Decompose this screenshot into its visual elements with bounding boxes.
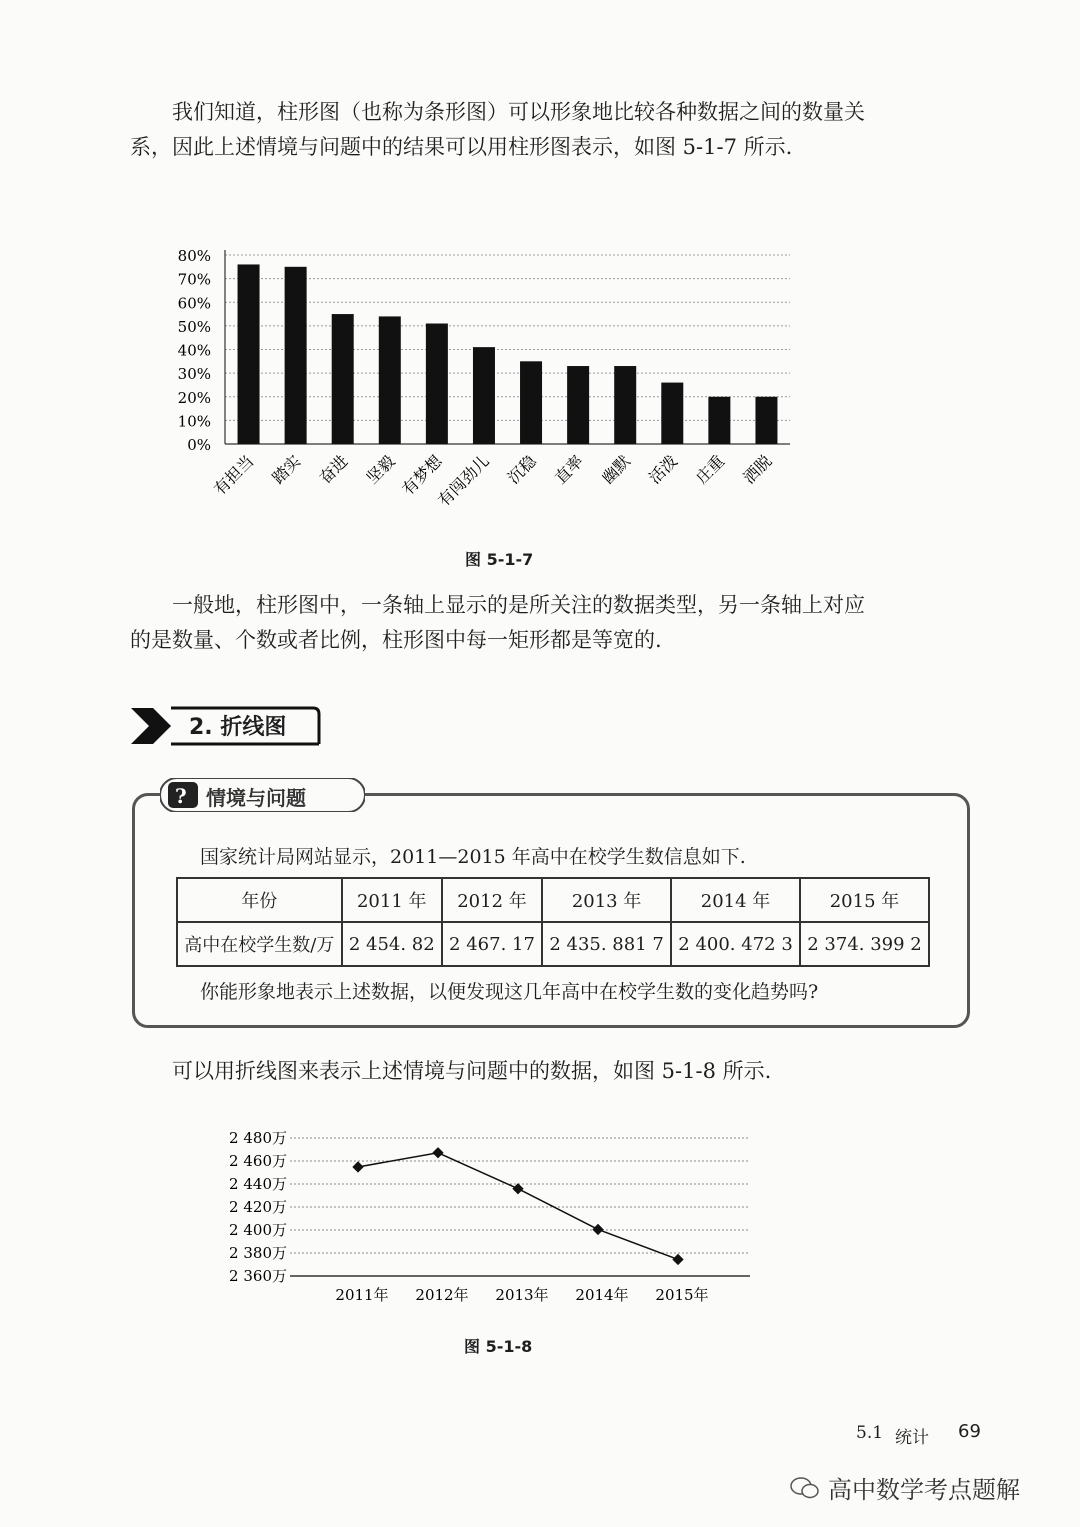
line-chart-x-label: 2011年 [335, 1286, 389, 1304]
bar-chart-y-tick: 30% [177, 365, 211, 384]
footer-page-number: 69 [958, 1421, 981, 1442]
bar-chart-x-label: 活泼 [645, 451, 682, 488]
bar-chart-x-label: 有担当 [209, 451, 258, 499]
line-point [512, 1183, 523, 1194]
question-text: 你能形象地表示上述数据，以便发现这几年高中在校学生数的变化趋势吗? [200, 981, 819, 1003]
table-header-cell: 年份 [177, 878, 342, 922]
footer-chapter: 统计 [895, 1428, 929, 1448]
table-header-cell: 2011 年 [342, 878, 442, 922]
question-intro: 国家统计局网站显示，2011—2015 年高中在校学生数信息如下. [200, 846, 746, 868]
wechat-icon [790, 1475, 820, 1501]
bar-chart-y-tick: 40% [177, 341, 211, 360]
line-chart-y-tick: 2 480万 [229, 1129, 287, 1147]
bar [567, 366, 589, 444]
line-chart-y-tick: 2 440万 [229, 1175, 287, 1193]
line-chart-y-tick: 2 380万 [229, 1244, 287, 1262]
figure-caption-2: 图 5-1-8 [464, 1337, 533, 1356]
bar-chart-y-tick: 70% [177, 270, 211, 289]
student-count-table [176, 877, 930, 967]
bar [473, 347, 495, 444]
footer-section-number: 5.1 [856, 1423, 884, 1443]
question-icon-label: 情境与问题 [206, 786, 306, 810]
table-cell: 2 467. 17 [442, 922, 542, 966]
table-cell: 2 435. 881 7 [542, 922, 671, 966]
bar-chart-y-tick: 20% [177, 388, 211, 407]
bar-chart [160, 240, 820, 530]
line-point [592, 1224, 603, 1235]
watermark [790, 1470, 1020, 1505]
line-point [352, 1161, 363, 1172]
bar [708, 397, 730, 444]
table-cell: 2 374. 399 2 [800, 922, 929, 966]
paragraph-bar-definition: 一般地，柱形图中，一条轴上显示的是所关注的数据类型，另一条轴上对应的是数量、个数或者比例，柱形图中每一矩形都是等宽的. [130, 593, 865, 652]
line-chart-x-label: 2014年 [575, 1286, 629, 1304]
bar [238, 264, 260, 444]
line-point [672, 1254, 683, 1265]
bar-chart-x-label: 有闯劲儿 [434, 451, 493, 511]
section-heading: 2. 折线图 [189, 715, 287, 740]
bar-chart-x-label: 有梦想 [398, 451, 446, 499]
paragraph-bar-intro: 我们知道，柱形图（也称为条形图）可以形象地比较各种数据之间的数量关系，因此上述情境与问题中的结果可以用柱形图表示，如图 5-1-7 所示. [130, 100, 865, 159]
section-heading-banner [131, 704, 321, 748]
svg-text:?: ? [175, 784, 187, 808]
line-point [432, 1147, 443, 1158]
bar-chart-x-label: 庄重 [692, 451, 729, 488]
table-header-cell: 2012 年 [442, 878, 542, 922]
bar-chart-y-tick: 80% [177, 247, 211, 265]
figure-caption-1: 图 5-1-7 [465, 550, 534, 569]
bar-chart-y-tick: 0% [187, 436, 211, 454]
line-chart-y-tick: 2 460万 [229, 1152, 287, 1170]
table-row [177, 922, 929, 966]
table-header-cell: 2015 年 [800, 878, 929, 922]
bar-chart-x-label: 奋进 [315, 451, 352, 488]
line-series [358, 1153, 678, 1260]
bar [661, 383, 683, 444]
bar-chart-y-tick: 50% [177, 317, 211, 336]
question-box-title [160, 778, 365, 812]
bar [285, 267, 307, 444]
bar-chart-x-label: 沉稳 [503, 451, 540, 488]
bar [426, 324, 448, 444]
bar [614, 366, 636, 444]
bar [755, 397, 777, 444]
line-chart-y-tick: 2 360万 [229, 1267, 287, 1285]
bar-chart-y-tick: 10% [177, 412, 211, 431]
line-chart [220, 1125, 760, 1310]
paragraph-line-intro: 可以用折线图来表示上述情境与问题中的数据，如图 5-1-8 所示. [172, 1059, 772, 1083]
bar-chart-x-label: 直率 [550, 451, 587, 488]
table-header-cell: 2014 年 [671, 878, 800, 922]
line-chart-x-label: 2012年 [415, 1286, 469, 1304]
bar-chart-y-tick: 60% [177, 294, 211, 313]
bar [379, 316, 401, 444]
watermark-text: 高中数学考点题解 [828, 1476, 1020, 1504]
bar-chart-x-label: 洒脱 [739, 451, 776, 488]
bar [520, 361, 542, 444]
bar-chart-x-label: 坚毅 [362, 451, 399, 488]
bar-chart-x-label: 踏实 [268, 451, 305, 488]
bar [332, 314, 354, 444]
line-chart-x-label: 2015年 [655, 1286, 709, 1304]
table-cell: 2 400. 472 3 [671, 922, 800, 966]
bar-chart-x-label: 幽默 [597, 451, 635, 488]
line-chart-y-tick: 2 420万 [229, 1198, 287, 1216]
table-cell: 2 454. 82 [342, 922, 442, 966]
table-header-cell: 2013 年 [542, 878, 671, 922]
line-chart-y-tick: 2 400万 [229, 1221, 287, 1239]
line-chart-x-label: 2013年 [495, 1286, 549, 1304]
table-row [177, 878, 929, 922]
table-cell: 高中在校学生数/万 [177, 922, 342, 966]
